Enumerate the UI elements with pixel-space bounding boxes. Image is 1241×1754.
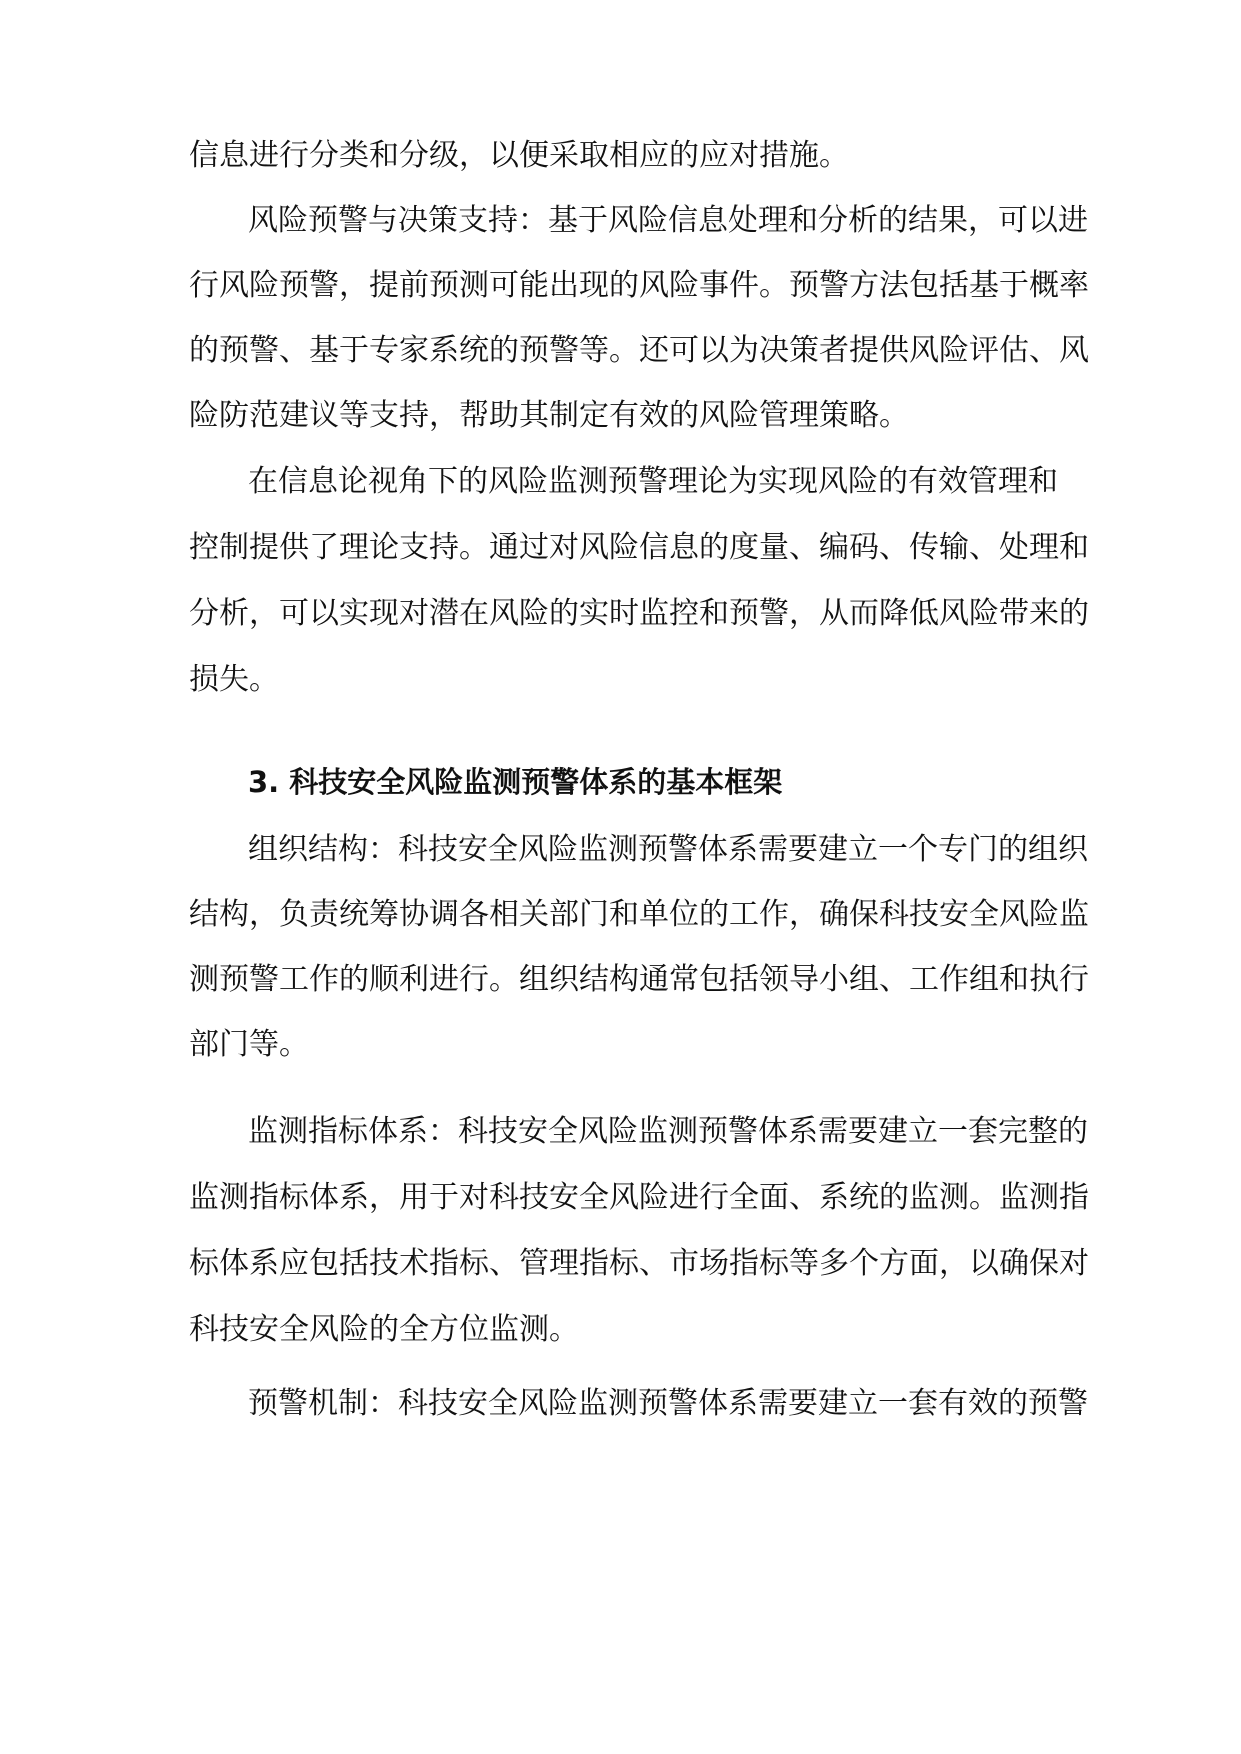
text-line-13: 测预警工作的顺利进行。组织结构通常包括领导小组、工作组和执行: [189, 962, 1089, 997]
text-line-4: 的预警、基于专家系统的预警等。还可以为决策者提供风险评估、风: [189, 333, 1089, 368]
text-line-11: 组织结构：科技安全风险监测预警体系需要建立一个专门的组织: [248, 832, 1088, 867]
text-line-9: 损失。: [189, 662, 279, 697]
text-line-16: 监测指标体系，用于对科技安全风险进行全面、系统的监测。监测指: [189, 1180, 1089, 1215]
section-heading: 3. 科技安全风险监测预警体系的基本框架: [248, 765, 783, 799]
text-line-19: 预警机制：科技安全风险监测预警体系需要建立一套有效的预警: [248, 1386, 1088, 1421]
text-line-12: 结构，负责统筹协调各相关部门和单位的工作，确保科技安全风险监: [189, 897, 1089, 932]
text-line-1: 信息进行分类和分级，以便采取相应的应对措施。: [189, 138, 849, 173]
text-line-15: 监测指标体系：科技安全风险监测预警体系需要建立一套完整的: [248, 1114, 1088, 1149]
text-line-7: 控制提供了理论支持。通过对风险信息的度量、编码、传输、处理和: [189, 530, 1089, 565]
text-line-8: 分析，可以实现对潜在风险的实时监控和预警，从而降低风险带来的: [189, 596, 1089, 631]
text-line-2: 风险预警与决策支持：基于风险信息处理和分析的结果，可以进: [248, 203, 1088, 238]
text-line-5: 险防范建议等支持，帮助其制定有效的风险管理策略。: [189, 398, 909, 433]
text-line-17: 标体系应包括技术指标、管理指标、市场指标等多个方面，以确保对: [189, 1246, 1089, 1281]
text-line-6: 在信息论视角下的风险监测预警理论为实现风险的有效管理和: [248, 464, 1058, 499]
text-line-3: 行风险预警，提前预测可能出现的风险事件。预警方法包括基于概率: [189, 268, 1089, 303]
text-line-14: 部门等。: [189, 1027, 309, 1062]
text-line-18: 科技安全风险的全方位监测。: [189, 1312, 579, 1347]
